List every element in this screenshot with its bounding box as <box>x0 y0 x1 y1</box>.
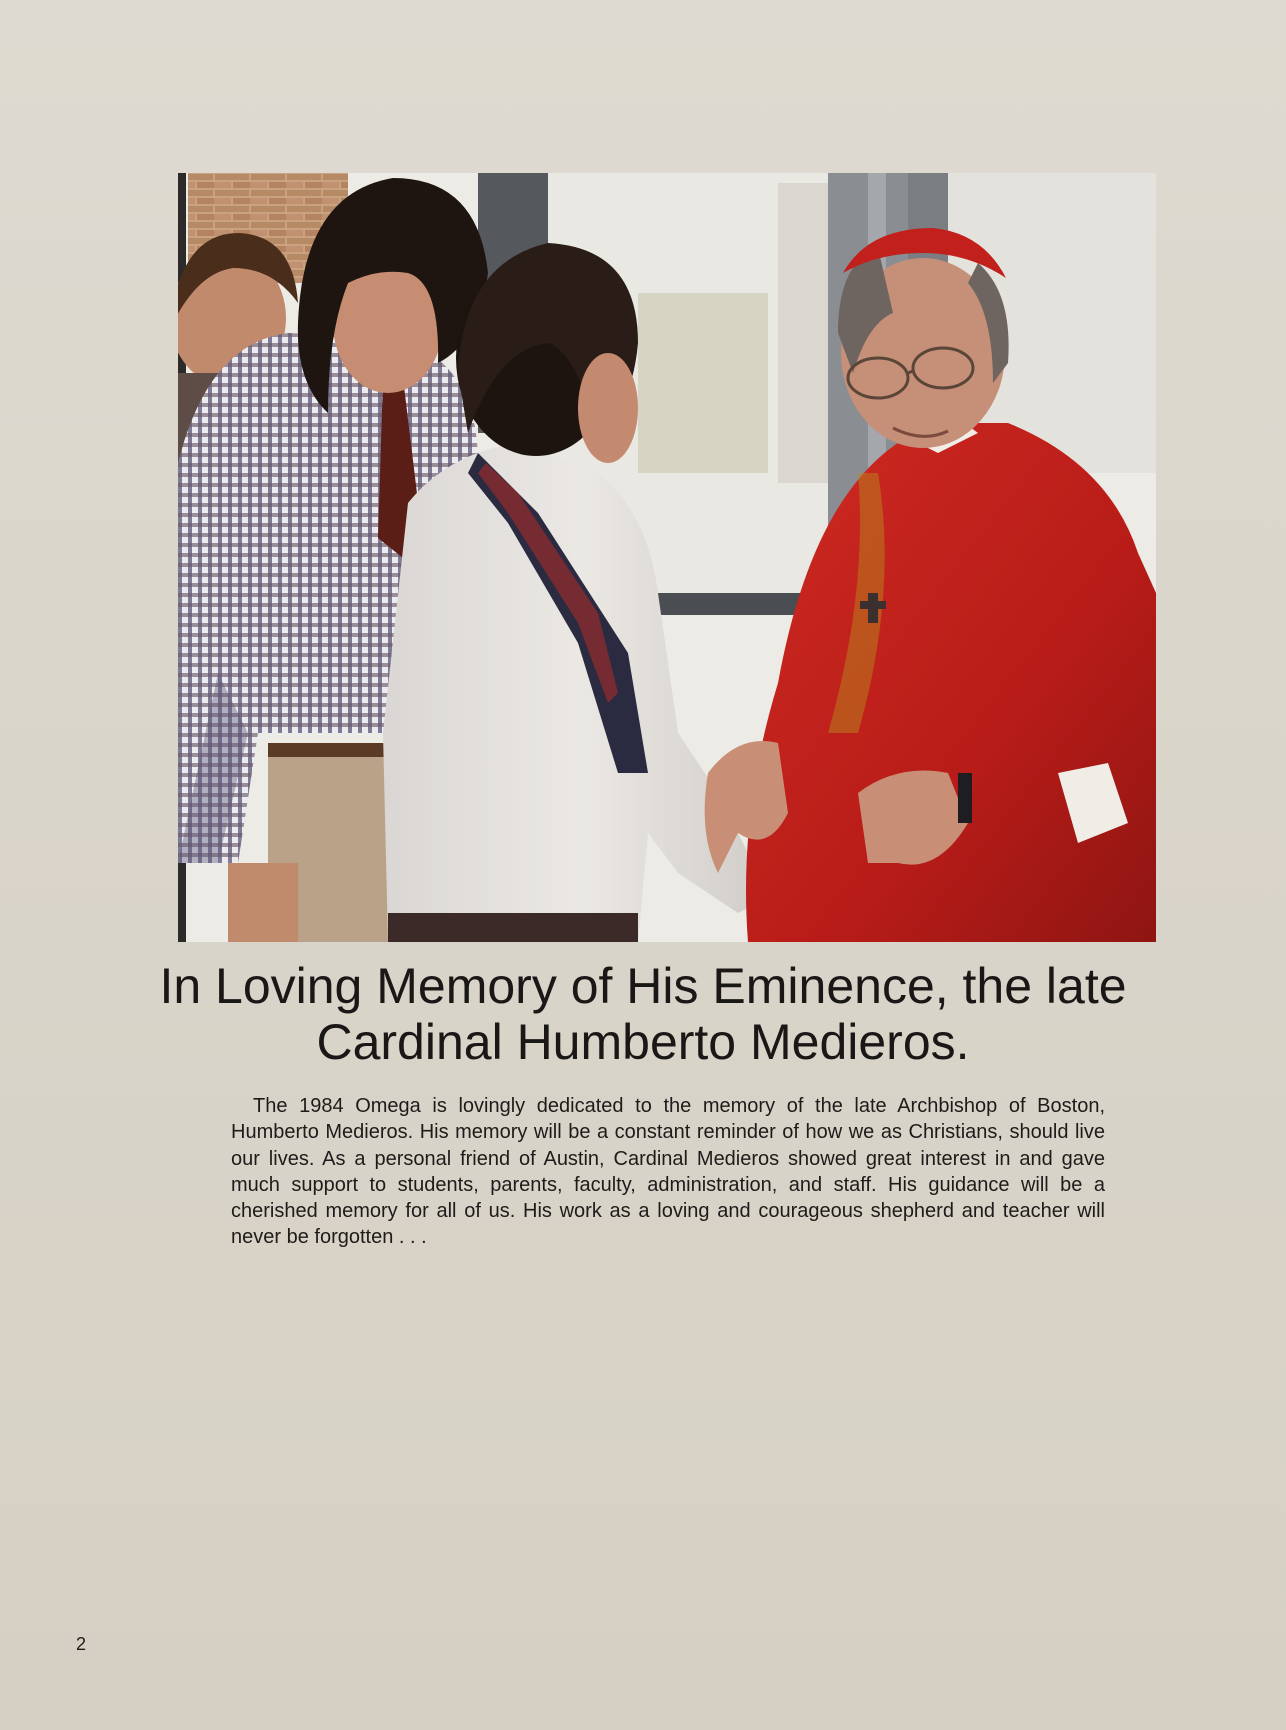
dedication-photo <box>178 173 1156 942</box>
dedication-headline <box>100 958 1186 1070</box>
page-number: 2 <box>76 1634 87 1654</box>
headline-line-2: Cardinal Humberto Medieros. <box>316 1014 970 1070</box>
dedication-paragraph: The 1984 Omega is lovingly dedicated to the memory of the late Archbishop of Boston, Humberto Medieros. His memory will be a constant reminder of how we as Christians, should live our lives. As a personal friend of Austin, Cardinal Medieros showed great interest in and gave much support to students, parents, faculty, administration, and staff. His guidance will be a cherished memory for all of us. His work as a loving and courageous shepherd and teacher will never be forgotten . . . <box>231 1095 1105 1249</box>
headline-line-1: In Loving Memory of His Eminence, the late <box>159 958 1127 1014</box>
photo-illustration <box>178 173 1156 942</box>
